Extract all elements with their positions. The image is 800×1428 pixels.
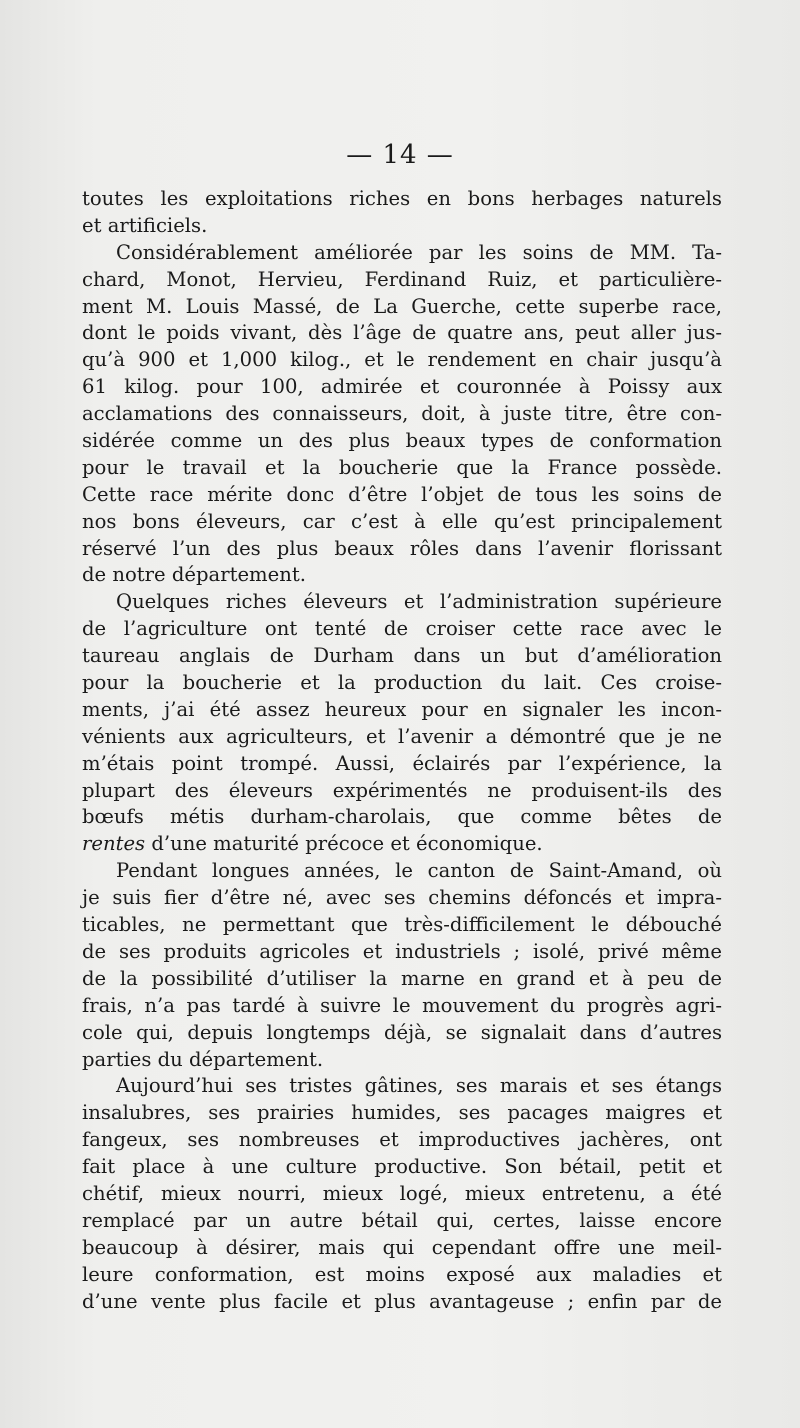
text-line: de notre département. (82, 563, 306, 587)
text-line: remplacé par un autre bétail qui, certes, laisse encore (82, 1208, 722, 1232)
text-line: Aujourd’hui ses tristes gâtines, ses marais et ses étangs (116, 1074, 722, 1098)
text-line: nos bons éleveurs, car c’est à elle qu’est principalement (82, 509, 722, 533)
text-line: de l’agriculture ont tenté de croiser cette race avec le (82, 617, 722, 641)
text-line: Cette race mérite donc d’être l’objet de tous les soins de (82, 482, 722, 506)
text-line: chétif, mieux nourri, mieux logé, mieux entretenu, a été (82, 1181, 722, 1205)
text-line: fangeux, ses nombreuses et improductives jachères, ont (82, 1128, 722, 1152)
body-text (82, 186, 722, 1315)
text-line: je suis fier d’être né, avec ses chemins défoncés et impra- (82, 886, 722, 910)
text-line: d’une vente plus facile et plus avantageuse ; enfin par de (82, 1289, 722, 1313)
text-line: pour le travail et la boucherie que la France possède. (82, 455, 722, 479)
text-line-tail: d’une maturité précoce et économique. (145, 832, 543, 856)
text-line: cole qui, depuis longtemps déjà, se signalait dans d’autres (82, 1020, 722, 1044)
text-line: ments, j’ai été assez heureux pour en signaler les incon- (82, 697, 722, 721)
text-line: ment M. Louis Massé, de La Guerche, cette superbe race, (82, 294, 722, 318)
text-line: leure conformation, est moins exposé aux maladies et (82, 1262, 722, 1286)
text-line: 61 kilog. pour 100, admirée et couronnée à Poissy aux (82, 375, 722, 399)
text-line: m’étais point trompé. Aussi, éclairés par l’expérience, la (82, 751, 722, 775)
text-line: toutes les exploitations riches en bons herbages naturels (82, 187, 722, 210)
text-line: Quelques riches éleveurs et l’administration supérieure (116, 590, 722, 614)
italic-term: rentes (82, 832, 146, 856)
text-line: taureau anglais de Durham dans un but d’amélioration (82, 644, 722, 668)
text-line: parties du département. (82, 1047, 324, 1071)
text-line: qu’à 900 et 1,000 kilog., et le rendement en chair jusqu’à (82, 348, 722, 372)
text-line: Pendant longues années, le canton de Saint-Amand, où (116, 859, 722, 883)
text-line: insalubres, ses prairies humides, ses pacages maigres et (82, 1101, 722, 1125)
text-line: acclamations des connaisseurs, doit, à juste titre, être con- (82, 402, 722, 426)
text-line: chard, Monot, Hervieu, Ferdinand Ruiz, et particulière- (82, 267, 722, 291)
text-line: et artificiels. (82, 213, 208, 237)
text-line: dont le poids vivant, dès l’âge de quatre ans, peut aller jus- (82, 321, 722, 345)
text-line: bœufs métis durham-charolais, que comme bêtes de (82, 805, 722, 829)
text-line: ticables, ne permettant que très-difficilement le débouché (82, 913, 722, 937)
text-line: de la possibilité d’utiliser la marne en grand et à peu de (82, 966, 722, 990)
text-line: plupart des éleveurs expérimentés ne produisent-ils des (82, 778, 722, 802)
text-line: Considérablement améliorée par les soins de MM. Ta- (116, 240, 722, 264)
text-line: de ses produits agricoles et industriels ; isolé, privé même (82, 939, 722, 963)
text-line (82, 831, 722, 858)
text-line: frais, n’a pas tardé à suivre le mouvement du progrès agri- (82, 993, 722, 1017)
text-line: réservé l’un des plus beaux rôles dans l’avenir florissant (82, 536, 722, 560)
text-line: pour la boucherie et la production du lait. Ces croise- (82, 671, 722, 695)
page-number: — 14 — (346, 140, 454, 170)
text-line: vénients aux agriculteurs, et l’avenir a démontré que je ne (82, 724, 722, 748)
text-line: sidérée comme un des plus beaux types de conformation (82, 429, 722, 453)
text-line: fait place à une culture productive. Son bétail, petit et (82, 1155, 722, 1179)
text-line: beaucoup à désirer, mais qui cependant offre une meil- (82, 1235, 722, 1259)
